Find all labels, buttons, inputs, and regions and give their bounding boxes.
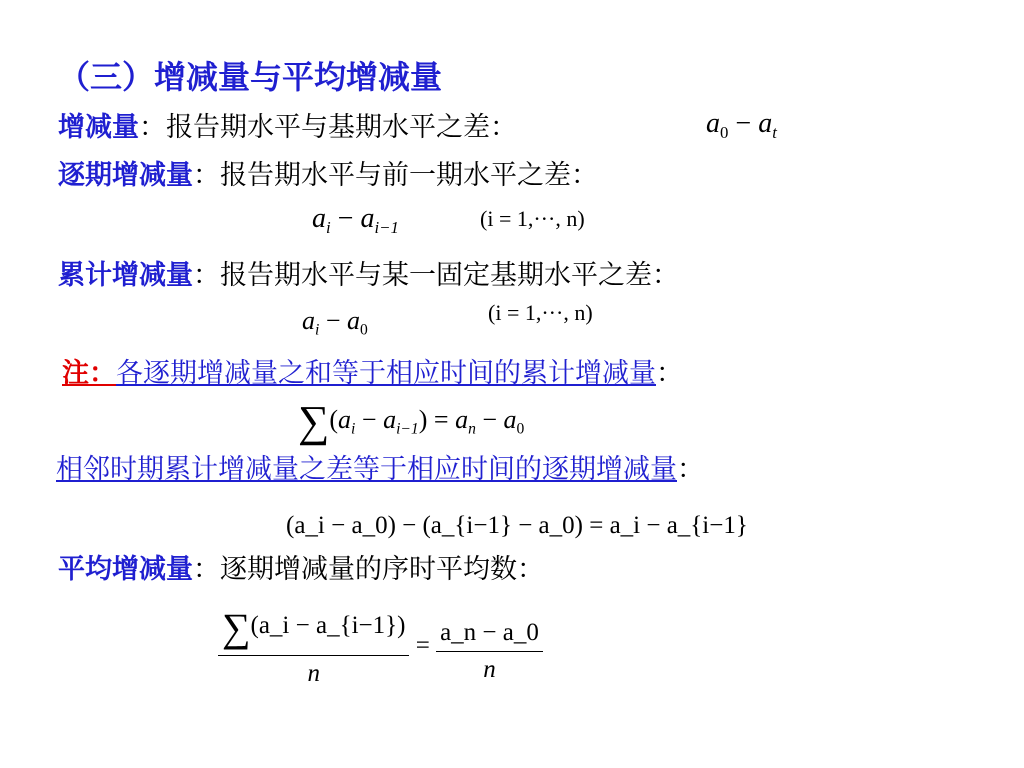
desc-cumulative-change: ：报告期水平与某一固定基期水平之差： — [193, 260, 679, 291]
term-average-change: 平均增减量 — [58, 554, 193, 585]
desc-average-change: ：逐期增减量的序时平均数： — [193, 554, 544, 585]
definition-change — [58, 110, 517, 146]
note-line: 注：各逐期增减量之和等于相应时间的累计增减量： — [62, 358, 683, 389]
adjacent-line: 相邻时期累计增减量之差等于相应时间的逐期增减量： — [56, 454, 704, 485]
desc-period-change: ：报告期水平与前一期水平之差： — [193, 160, 598, 191]
term-period-change: 逐期增减量 — [58, 160, 193, 191]
formula-sum-identity: $\sum(a_i - a_{i-1}) = a_n - a_0$ — [298, 397, 525, 446]
fraction-left: $\frac{\sum(a\_i - a\_\{i-1\})}{n}$ — [218, 604, 409, 688]
term-cumulative-change: 累计增减量 — [58, 260, 193, 291]
formula-period-change: $a_i - a_{i-1}$ — [312, 203, 399, 237]
term-change: 增减量 — [58, 112, 139, 143]
formula-average-change: $\frac{\sum(a\_i - a\_\{i-1\})}{n}$ = $\frac{a\_n - a\_0}{n}$ — [218, 604, 543, 688]
formula-adjacent-identity: (a_i − a_0) − (a_{i−1} − a_0) = a_i − a_{i−1} — [286, 512, 748, 539]
formula-change: $a_0 - a_t$ — [706, 108, 777, 142]
range-cumulative-change: (i = 1,···, n) — [488, 300, 593, 325]
definition-average-change — [58, 552, 544, 588]
formula-cumulative-change: $a_i - a_0$ — [302, 306, 368, 339]
definition-cumulative-change — [58, 258, 679, 294]
note-link[interactable]: 各逐期增减量之和等于相应时间的累计增减量 — [116, 358, 656, 389]
note-label: 注： — [62, 358, 116, 389]
adjacent-link[interactable]: 相邻时期累计增减量之差等于相应时间的逐期增减量 — [56, 454, 677, 485]
range-period-change: (i = 1,···, n) — [480, 206, 585, 231]
desc-change: ：报告期水平与基期水平之差： — [139, 112, 517, 143]
fraction-right: $\frac{a\_n - a\_0}{n}$ — [436, 609, 543, 684]
slide-title: （三）增减量与平均增减量 — [58, 58, 443, 96]
definition-period-change — [58, 158, 598, 194]
